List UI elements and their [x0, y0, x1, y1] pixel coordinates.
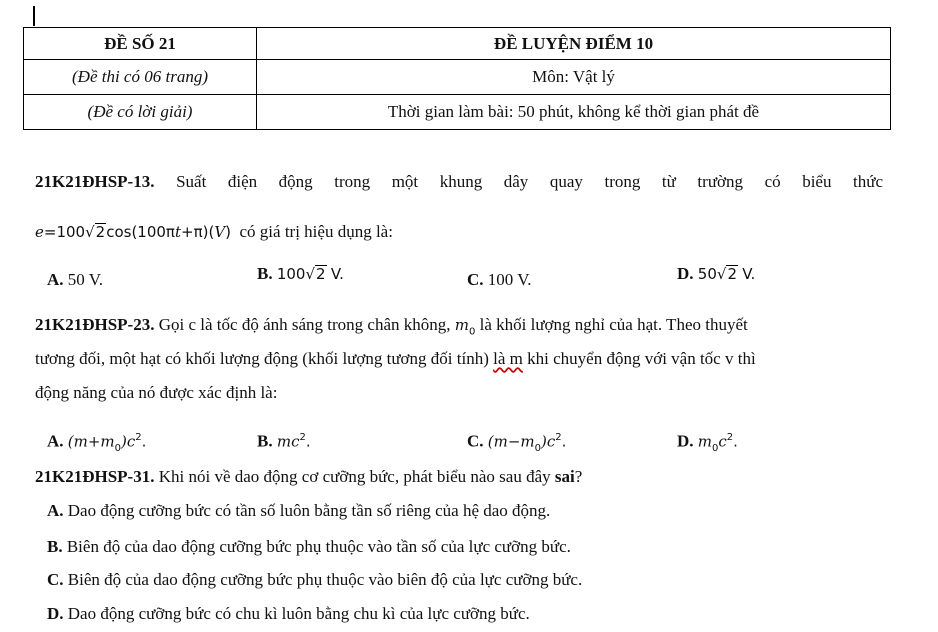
option-letter: C. [47, 570, 64, 589]
option-sup: 2 [299, 432, 306, 443]
option-unit: V. [742, 265, 756, 283]
option-unit: V. [330, 265, 344, 283]
question-2-line3: động năng của nó được xác định là: [35, 383, 278, 402]
option-text: Biên độ của dao động cưỡng bức phụ thuộc vào tần số của lực cưỡng bức. [66, 537, 571, 556]
option-letter: B. [257, 264, 273, 283]
solution-note: (Đề có lời giải) [24, 95, 257, 130]
question-2-line-3 [35, 381, 277, 405]
option-pre: 100 [276, 265, 306, 283]
question-2-code: 21K21ĐHSP-23. [35, 315, 155, 334]
q3-option-c [47, 568, 582, 592]
option-expr: (m−m [487, 432, 535, 451]
q1-option-a [47, 268, 103, 292]
question-2-line-1 [35, 313, 748, 344]
option-end: . [305, 432, 311, 451]
option-end: . [141, 432, 147, 451]
q3-option-a [47, 499, 550, 523]
option-end: . [733, 432, 738, 451]
option-letter: A. [47, 270, 64, 289]
option-close: c [718, 432, 727, 451]
q1-option-b: B. 100√2 V. [257, 264, 344, 283]
formula-t: t [174, 223, 181, 241]
question-2-line1b: là khối lượng nghỉ của hạt. Theo thuyết [479, 315, 748, 334]
option-value: 100 V. [487, 270, 532, 289]
text-cursor [33, 6, 35, 26]
q2-option-d [677, 426, 738, 461]
option-text: Dao động cưỡng bức có chu kì luôn bằng chu kì của lực cưỡng bức. [67, 604, 530, 623]
option-expr: mc [276, 432, 300, 451]
option-letter: D. [677, 431, 694, 451]
question-2-line-2 [35, 347, 756, 371]
question-1-formula-line: e=100√2cos(100πt+π)(V) có giá trị hiệu dụng là: [35, 222, 393, 241]
option-sub: 0 [534, 443, 542, 455]
formula-root: 2 [95, 223, 106, 241]
question-2-line1a: Gọi c là tốc độ ánh sáng trong chân không, [158, 315, 451, 334]
q3-option-d [47, 602, 530, 626]
option-expr: m [697, 432, 713, 451]
option-sub: 0 [712, 443, 719, 455]
formula-v: V [214, 223, 226, 241]
q2-option-c [467, 426, 566, 461]
question-2-line2b: khi chuyển động với vận tốc v thì [527, 349, 756, 368]
formula-rest: +π)( [181, 223, 215, 241]
q2-option-b [257, 426, 311, 454]
formula-eq: =100 [43, 223, 86, 241]
option-letter: C. [467, 431, 484, 451]
question-3-text: Khi nói về dao động cơ cưỡng bức, phát biểu nào sau đây [158, 467, 551, 486]
option-close: )c [541, 432, 556, 451]
exam-number: ĐỀ SỐ 21 [24, 28, 257, 60]
option-text: Dao động cưỡng bức có tần số luôn bằng tần số riêng của hệ dao động. [67, 501, 551, 520]
question-1-text2: có giá trị hiệu dụng là: [239, 222, 393, 241]
q2-option-a [47, 426, 146, 461]
exam-title: ĐỀ LUYỆN ĐIỂM 10 [257, 28, 891, 60]
exam-header-table [23, 27, 891, 130]
option-sup: 2 [135, 432, 142, 443]
formula-e: e [35, 223, 44, 241]
question-1-text: Suất điện động trong một khung dây quay trong từ trường có biểu thức [176, 172, 884, 191]
option-value: 50 V. [67, 270, 104, 289]
question-2-line2a: tương đối, một hạt có khối lượng động (khối lượng tương đối tính) [35, 349, 489, 368]
option-letter: D. [47, 604, 64, 623]
subject: Môn: Vật lý [257, 60, 891, 95]
m0-subscript: 0 [468, 326, 476, 338]
option-pre: 50 [697, 265, 717, 283]
option-close: )c [121, 432, 136, 451]
question-1-code: 21K21ĐHSP-13. [35, 172, 155, 191]
question-3-stem [35, 465, 582, 489]
option-letter: D. [677, 264, 694, 283]
option-root: 2 [727, 265, 737, 283]
time-note: Thời gian làm bài: 50 phút, không kể thời gian phát đề [257, 95, 891, 130]
question-3-code: 21K21ĐHSP-31. [35, 467, 155, 486]
question-3-emphasis: sai [554, 467, 575, 486]
formula-close: ) [225, 223, 232, 241]
formula-cos: cos(100π [106, 223, 175, 241]
option-sup: 2 [726, 432, 734, 443]
option-letter: C. [467, 270, 484, 289]
q3-option-b [47, 535, 571, 559]
question-3-end: ? [574, 467, 583, 486]
option-letter: A. [47, 501, 64, 520]
spellcheck-underline-text: là m [493, 349, 523, 368]
m0-symbol: m [454, 316, 469, 334]
option-letter: A. [47, 431, 64, 451]
option-letter: B. [257, 431, 273, 451]
option-text: Biên độ của dao động cưỡng bức phụ thuộc vào biên độ của lực cưỡng bức. [67, 570, 583, 589]
pages-note: (Đề thi có 06 trang) [24, 60, 257, 95]
option-root: 2 [316, 265, 326, 283]
option-expr: (m+m [67, 432, 115, 451]
q1-option-c [467, 268, 532, 292]
q1-option-d: D. 50√2 V. [677, 264, 756, 283]
option-sup: 2 [555, 432, 562, 443]
option-sub: 0 [114, 443, 122, 455]
option-letter: B. [47, 537, 63, 556]
option-end: . [561, 432, 567, 451]
question-1-stem [35, 170, 883, 194]
